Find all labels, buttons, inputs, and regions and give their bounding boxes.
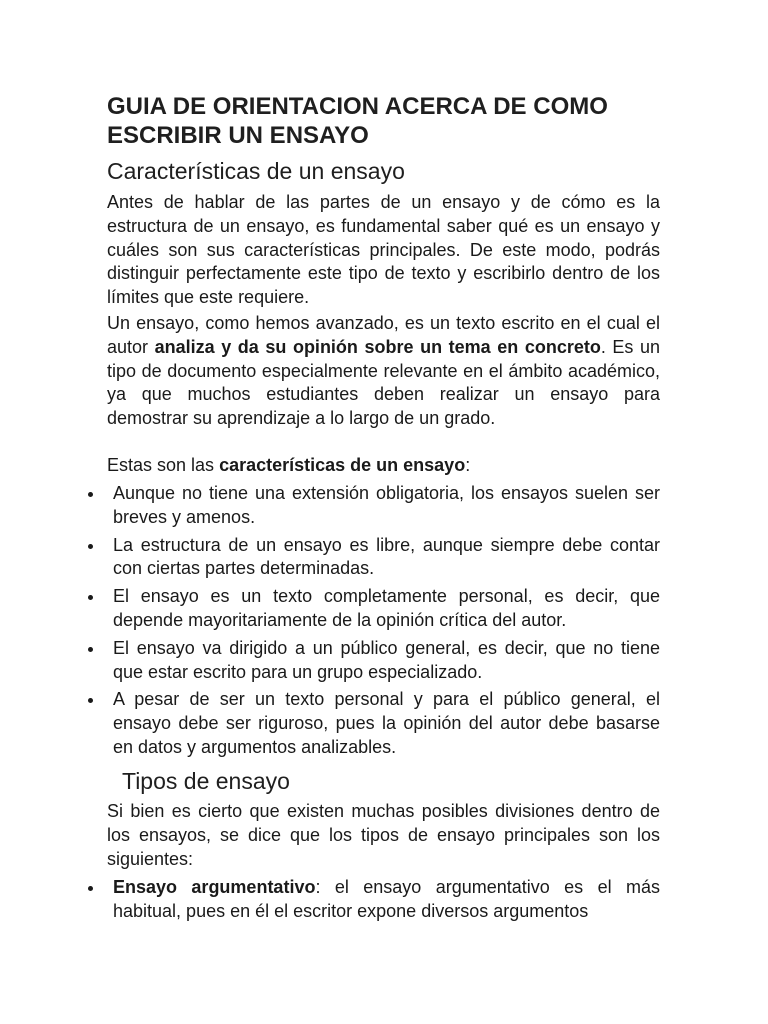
bullet-icon: [88, 647, 93, 652]
list-intro-text-2: :: [465, 455, 471, 475]
list-intro-emphasis: características de un ensayo: [219, 455, 466, 475]
list-item-text: La estructura de un ensayo es libre, aunque siempre debe contar con ciertas partes determinadas.: [113, 534, 660, 579]
list-item-text: Aunque no tiene una extensión obligatoria, los ensayos suelen ser breves y amenos.: [113, 483, 660, 527]
list-item-text: A pesar de ser un texto personal y para el público general, el ensayo debe ser riguroso, pues la opinión del autor debe basarse en datos y argumentos analizables.: [113, 689, 660, 757]
types-list: [0, 876, 768, 928]
paragraph-tipos-intro: Si bien es cierto que existen muchas posibles divisiones dentro de los ensayos, se dice que los tipos de ensayo principales son los siguientes:: [107, 801, 660, 869]
characteristics-list: [0, 482, 768, 764]
list-item: [0, 534, 660, 582]
list-item-text: El ensayo va dirigido a un público general, es decir, que no tiene que estar escrito para un grupo especializado.: [113, 637, 660, 682]
list-item-emphasis: Ensayo argumentativo: [113, 877, 316, 897]
list-item: [0, 688, 660, 759]
paragraph-definition: [107, 312, 660, 431]
bullet-icon: [88, 595, 93, 600]
paragraph-definition-text-1: Un ensayo, como hemos avanzado, es un texto escrito en el cual el autor: [107, 313, 660, 357]
list-item: [0, 876, 660, 924]
bullet-icon: [88, 492, 93, 497]
list-item: [0, 637, 660, 685]
list-item-text: El ensayo es un texto completamente personal, es decir, que depende mayoritariamente de la opinión crítica del autor.: [113, 586, 660, 630]
section-heading-caracteristicas: Características de un ensayo: [107, 158, 405, 184]
bullet-icon: [88, 544, 93, 549]
paragraph-intro: Antes de hablar de las partes de un ensayo y de cómo es la estructura de un ensayo, es fundamental saber qué es un ensayo y cuáles son sus características principales. De este modo, podrás distinguir perfectamente este tipo de texto y escribirlo dentro de los límites que este requiere.: [107, 192, 660, 308]
paragraph-list-intro: [107, 454, 660, 478]
list-item: [0, 585, 660, 633]
paragraph-definition-text-2: . Es un tipo de documento especialmente relevante en el ámbito académico, ya que muchos estudiantes deben realizar un ensayo para demostrar su aprendizaje a lo largo de un grado.: [107, 336, 661, 429]
bullet-icon: [88, 886, 93, 891]
section-heading-tipos: Tipos de ensayo: [122, 768, 290, 794]
list-intro-text-1: Estas son las: [107, 455, 220, 475]
list-item: [0, 482, 660, 530]
list-item-text: : el ensayo argumentativo es el más habitual, pues en él el escritor expone diversos argumentos: [113, 877, 660, 921]
bullet-icon: [88, 698, 93, 703]
document-title: GUIA DE ORIENTACION ACERCA DE COMO ESCRIBIR UN ENSAYO: [107, 93, 608, 149]
paragraph-definition-emphasis: analiza y da su opinión sobre un tema en concreto: [154, 336, 601, 357]
